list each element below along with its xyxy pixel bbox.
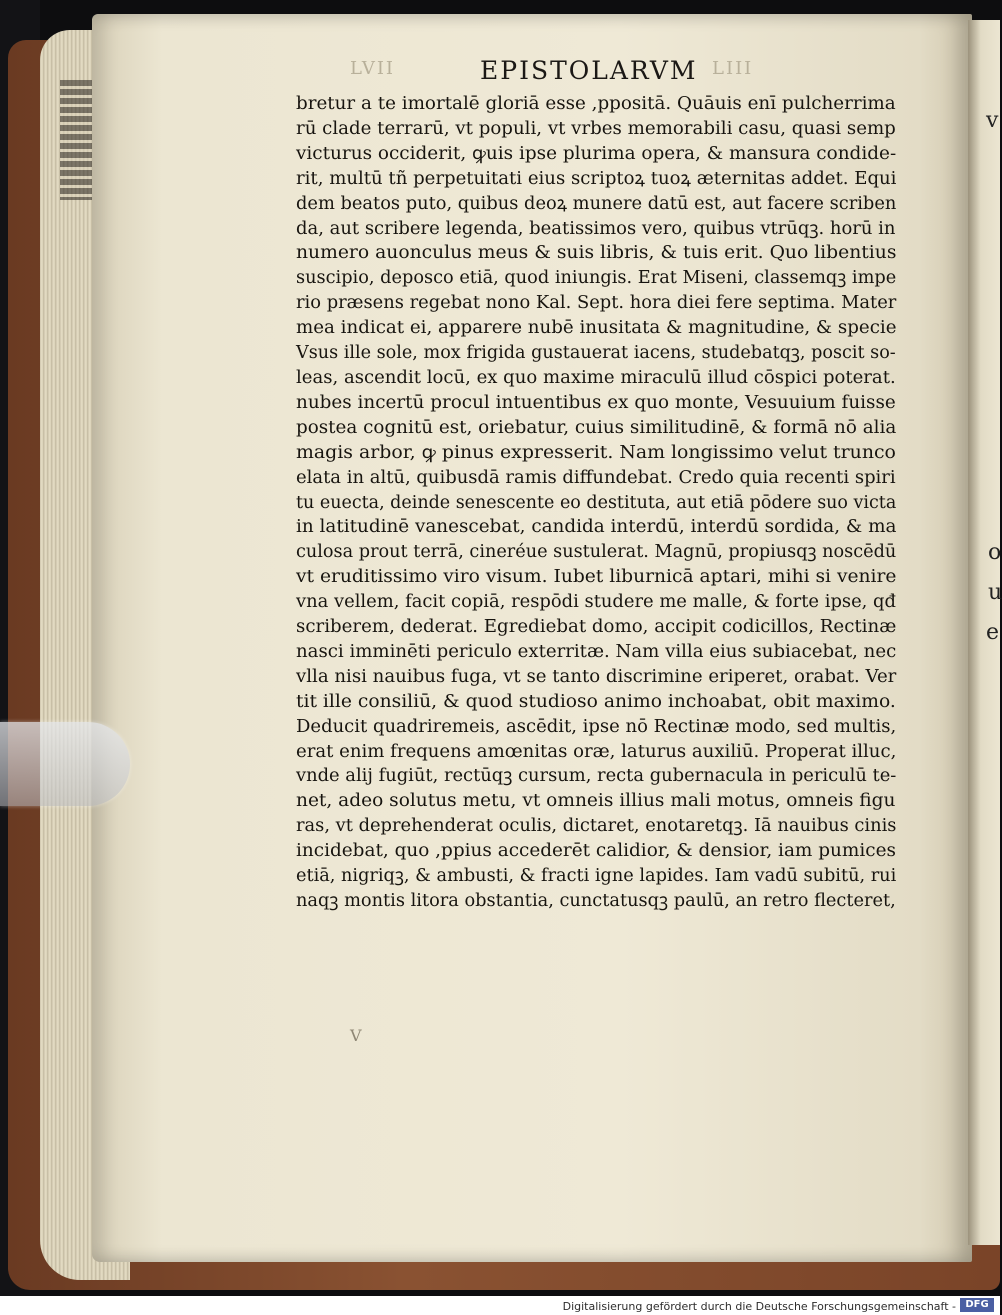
signature-mark: V: [350, 1026, 362, 1045]
faint-show-through-right: LIII: [712, 58, 754, 79]
text-line: leas, ascendit locū, ex quo maxime miraculū illud cōspici poterat.: [296, 366, 896, 388]
text-line: ras, vt deprehenderat oculis, dictaret, enotaretqꝫ. Iā nauibus cinis: [296, 815, 897, 837]
dfg-logo: DFG: [960, 1298, 994, 1312]
text-line: mea indicat ei, apparere nubē inusitata & magnitudine, & specie: [296, 317, 897, 339]
text-line: culosa prout terrā, cineréue sustulerat. Magnū, propiusqꝫ noscēdū: [296, 541, 897, 563]
text-line: vnde alij fugiūt, rectūqꝫ cursum, recta gubernacula in periculū te-: [296, 765, 897, 787]
text-line: net, adeo solutus metu, vt omneis illius mali motus, omneis figu: [296, 790, 896, 812]
text-line: incidebat, quo ,ppius accederēt calidior, & densior, iam pumices: [296, 840, 896, 862]
text-line: Vsus ille sole, mox frigida gustauerat iacens, studebatqꝫ, poscit so-: [296, 342, 896, 364]
text-line: etiā, nigriqꝫ, & ambusti, & fracti igne lapides. Iam vadū subitū, rui: [296, 865, 897, 887]
text-line: dem beatos puto, quibus deoꝝ munere datū est, aut facere scriben: [296, 192, 897, 214]
text-line: in latitudinē vanescebat, candida interdū, interdū sordida, & ma: [296, 516, 897, 538]
text-line: da, aut scribere legenda, beatissimos vero, quibus vtrūqꝫ. horū in: [296, 217, 896, 239]
text-line: numero auonculus meus & suis libris, & tuis erit. Quo libentius: [296, 242, 897, 264]
facing-page-edge: v o u e: [968, 20, 1000, 1245]
text-line: vt eruditissimo viro visum. Iubet liburnicā aptari, mihi si venire: [296, 566, 897, 588]
text-line: rio præsens regebat nono Kal. Sept. hora diei fere septima. Mater: [296, 292, 897, 314]
text-line: victurus occiderit, ꝙuis ipse plurima opera, & mansura condide-: [296, 142, 897, 164]
text-line: nasci imminēti periculo exterritæ. Nam villa eius subiacebat, nec: [296, 640, 897, 662]
text-line: rū clade terrarū, vt populi, vt vrbes memorabili casu, quasi semp: [296, 117, 896, 139]
text-line: vna vellem, facit copiā, respōdi studere me malle, & forte ipse, qđ: [296, 591, 896, 613]
text-line: tu euecta, deinde senescente eo destituta, aut etiā pōdere suo victa: [296, 491, 897, 513]
text-line: scriberem, dederat. Egrediebat domo, accipit codicillos, Rectinæ: [296, 616, 897, 638]
text-line: naqꝫ montis litora obstantia, cunctatusqꝫ paulū, an retro flecteret,: [296, 890, 896, 911]
text-line: suscipio, deposco etiā, quod iniungis. Erat Miseni, classemqꝫ impe: [296, 267, 897, 289]
text-line: nubes incertū procul intuentibus ex quo monte, Vesuuium fuisse: [296, 391, 896, 413]
footer-credit: Digitalisierung gefördert durch die Deutsche Forschungsgemeinschaft -: [562, 1300, 956, 1313]
running-head: EPISTOLARVM: [480, 56, 698, 85]
text-line: vlla nisi nauibus fuga, vt se tanto discrimine eriperet, orabat. Ver: [296, 665, 897, 687]
text-line: postea cognitū est, oriebatur, cuius similitudinē, & formā nō alia: [296, 416, 897, 438]
text-line: Deducit quadriremeis, ascēdit, ipse nō Rectinæ modo, sed multis,: [296, 715, 897, 737]
page-text-block: [296, 92, 904, 914]
text-line: rit, multū tñ perpetuitati eius scriptoꝝ tuoꝝ æternitas addet. Equi: [296, 167, 897, 189]
faint-show-through-left: LVII: [350, 58, 396, 79]
text-line: magis arbor, ꝙ pinus expresserit. Nam longissimo velut trunco: [296, 441, 896, 463]
text-line: elata in altū, quibusdā ramis diffundebat. Credo quia recenti spiri: [296, 466, 896, 488]
text-line: erat enim frequens amœnitas oræ, laturus auxiliū. Properat illuc,: [296, 740, 897, 762]
text-line: bretur a te imortalē gloriā esse ,ppositā. Quāuis enī pulcherrima: [296, 93, 896, 114]
page-marker-clip: [0, 722, 130, 806]
text-line: tit ille consiliū, & quod studioso animo inchoabat, obit maximo.: [296, 690, 896, 712]
